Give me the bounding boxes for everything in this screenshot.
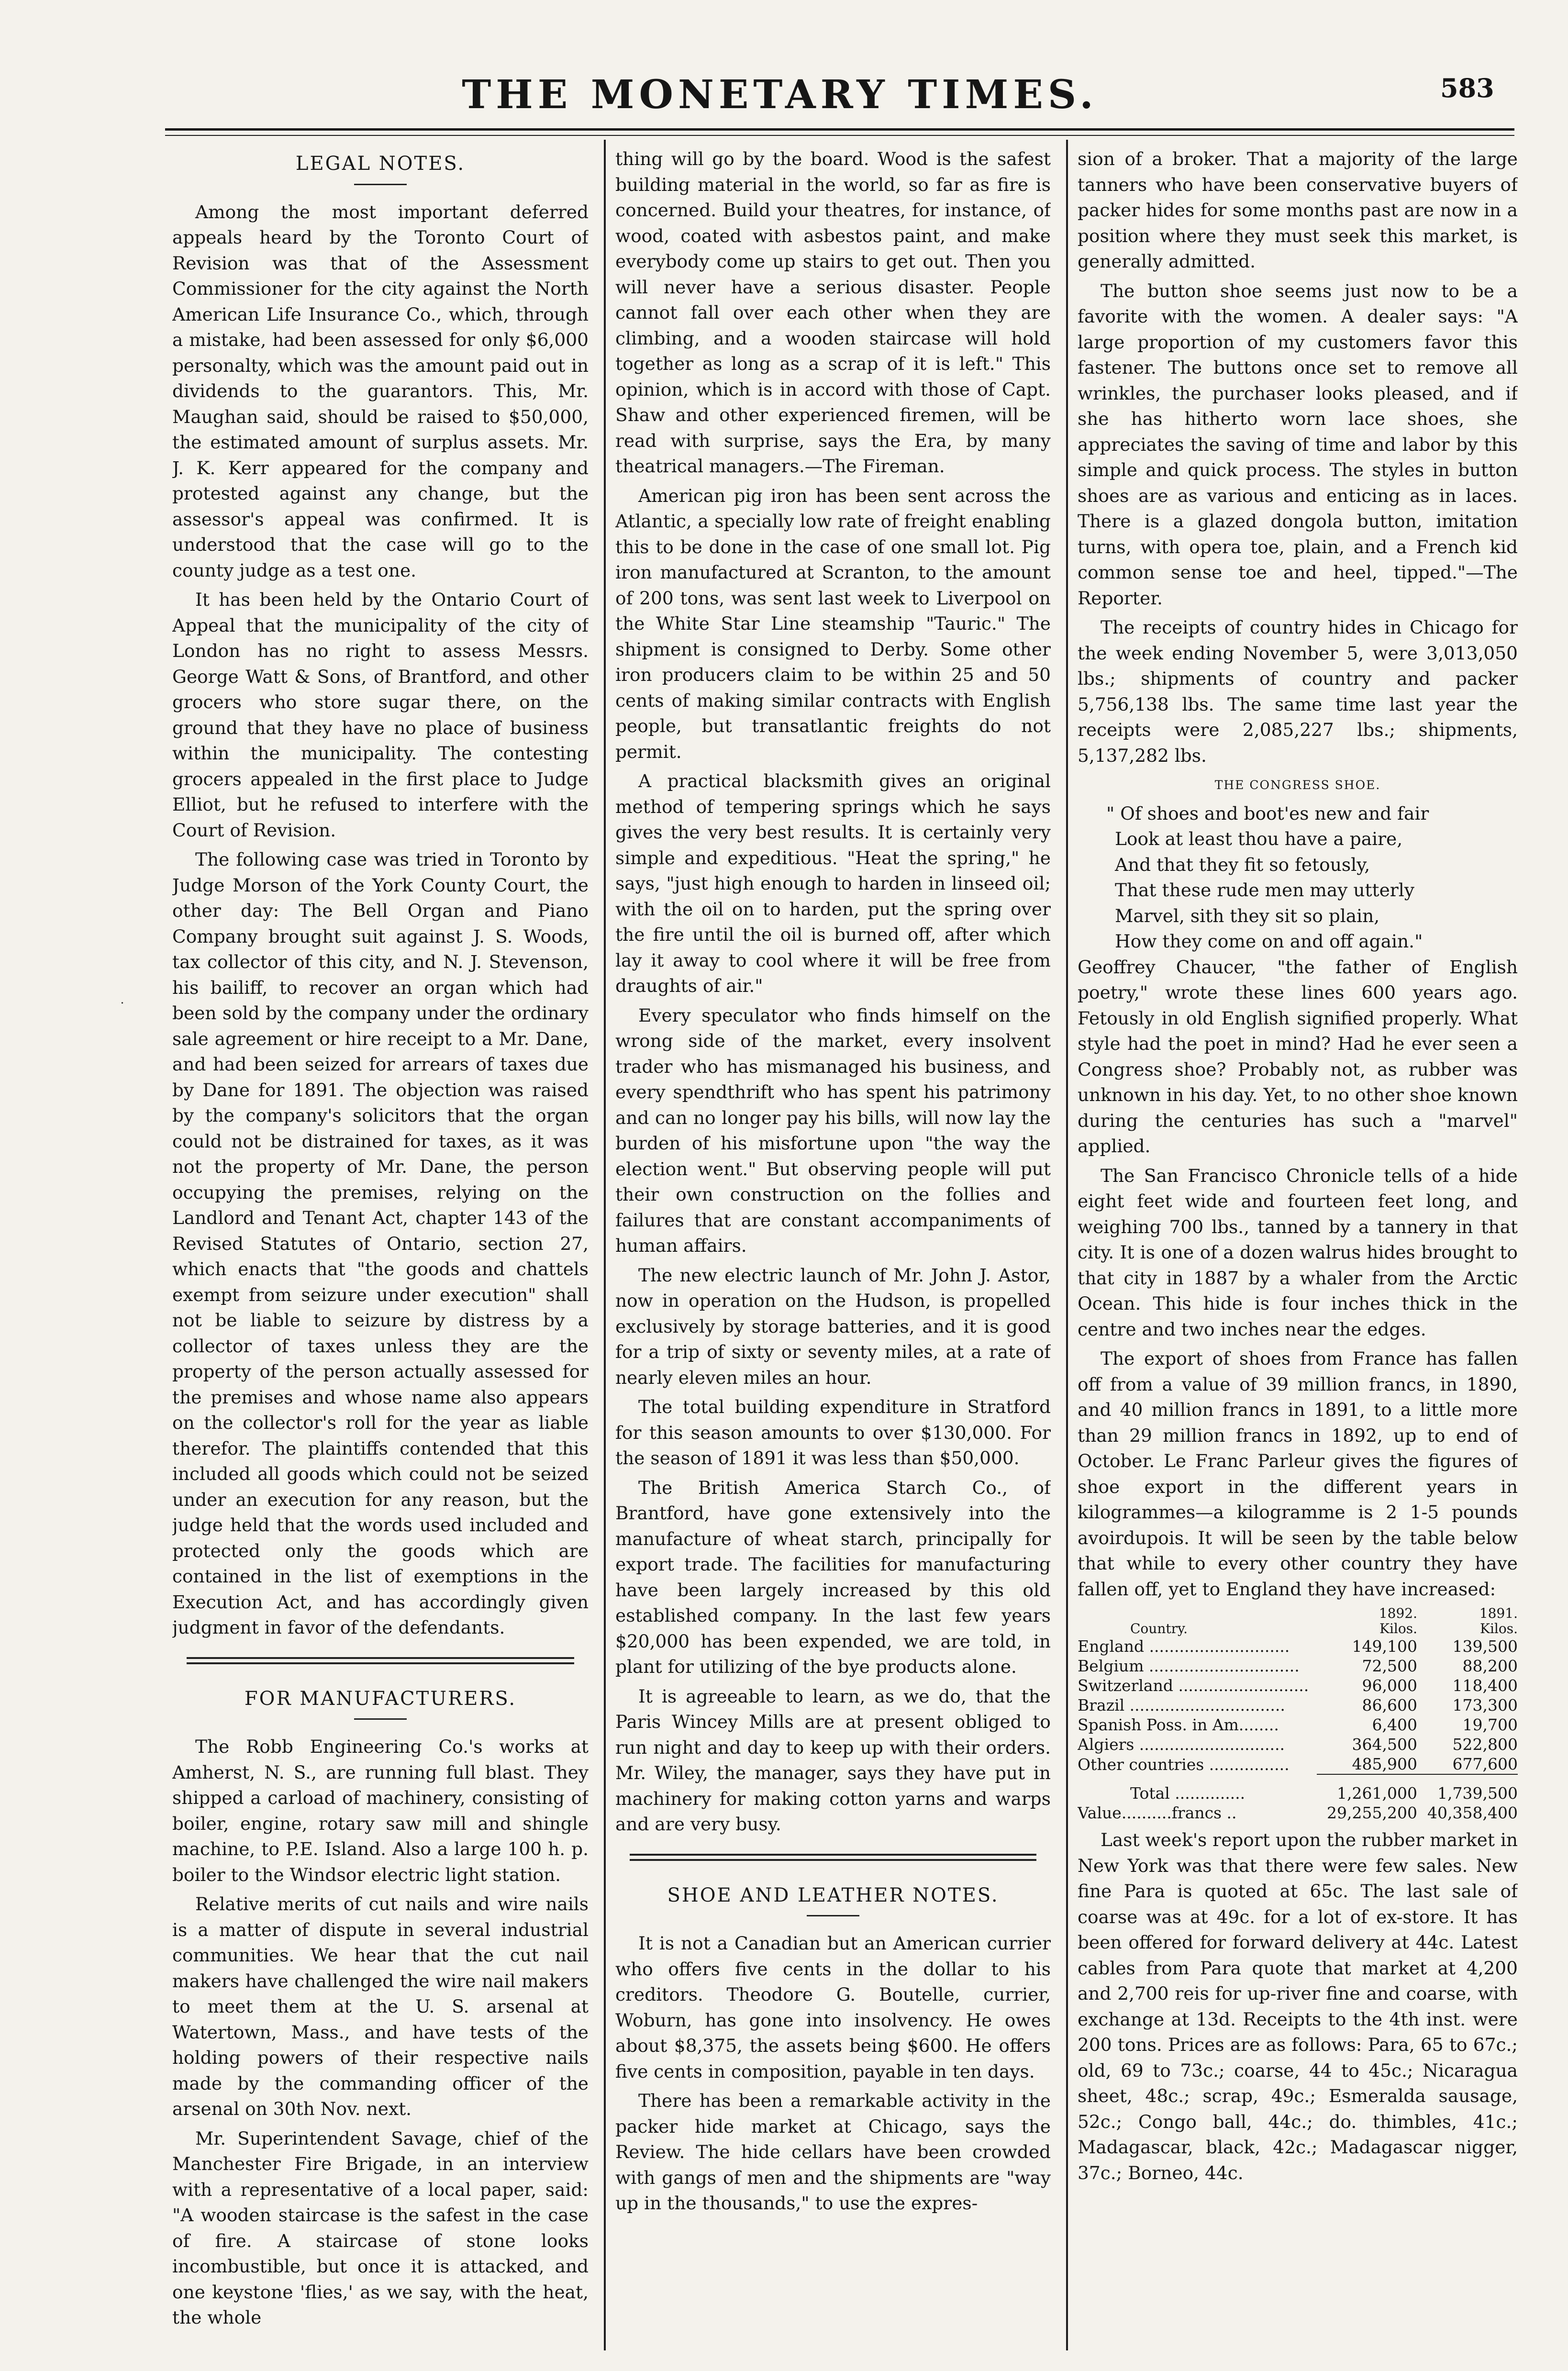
article-paragraph: Among the most important deferred appeals heard by the Toronto Court of Revision was that of the Assessment Commissioner for the city against the North American Life Insurance Co., which, through a mistake, had been assessed for only $6,000 personalty, which was the amount paid out in dividends to the guarantors. This, Mr. Maughan said, should be raised to $50,000, the estimated amount of surplus assets. Mr. J. K. Kerr appeared for the company and protested against any change, but the assessor's appeal was confirmed. It is understood that the case will go to the county judge as a test one. — [172, 201, 589, 581]
table-year-1891: 1891. — [1479, 1605, 1518, 1621]
section-divider — [187, 1657, 574, 1664]
article-paragraph: The total building expenditure in Stratford for this season amounts to over $130,000. For the season of 1891 it was less than $50,000. — [615, 1396, 1051, 1469]
table-row — [1078, 1754, 1518, 1774]
article-paragraph: Every speculator who finds himself on the wrong side of the market, every insolvent trader who has mismanaged his business, and every spendthrift who has spent his patrimony and can no longer pay his bills, will now lay the burden of his misfortune upon "the way the election went." But observing people will put their own construction on the follies and failures that are constant accompaniments of human affairs. — [615, 1004, 1051, 1256]
article-paragraph: thing will go by the board. Wood is the safest building material in the world, so far as fire is concerned. Build your theatres, for instance, of wood, coated with asbestos paint, and make everybody come up stairs to get out. Then you will never have a serious disaster. People cannot fall over each other when they are climbing, and a wooden staircase will hold together as long as a scrap of it is left." This opinion, which is in accord with those of Capt. Shaw and other experienced firemen, will be read with surprise, says the Era, by many theatrical managers.—The Fireman. — [615, 148, 1051, 477]
article-paragraph: It has been held by the Ontario Court of Appeal that the municipality of the city of London has no right to assess Messrs. George Watt & Sons, of Brantford, and other grocers who store sugar there, on the ground that they have no place of business within the municipality. The contesting grocers appealed in the first place to Judge Elliot, but he refused to interfere with the Court of Revision. — [172, 589, 589, 841]
table-unit: Kilos. — [1480, 1621, 1518, 1636]
table-cell: 72,500 — [1362, 1657, 1417, 1675]
poem — [1106, 801, 1518, 955]
table-country: Spanish Poss. in Am........ — [1078, 1715, 1279, 1734]
poem-line: That these rude men may utterly — [1115, 879, 1414, 901]
table-value-label: Value..........francs .. — [1078, 1803, 1237, 1822]
column-2 — [615, 146, 1051, 2357]
heading-rule — [807, 1915, 859, 1916]
table-value-1891: 40,358,400 — [1427, 1803, 1518, 1822]
table-total-label: Total .............. — [1130, 1783, 1246, 1803]
table-cell: 6,400 — [1372, 1715, 1417, 1734]
table-cell: 96,000 — [1362, 1676, 1417, 1695]
table-country: Other countries ................ — [1078, 1755, 1290, 1774]
legal-notes-heading: LEGAL NOTES. — [295, 153, 466, 175]
table-row — [1078, 1676, 1518, 1695]
article-paragraph: The receipts of country hides in Chicago for the week ending November 5, were 3,013,050 lbs.; shipments of country and packer 5,756,138 lbs. The same time last year the receipts were 2,085,227 lbs.; shipments, 5,137,282 lbs. — [1078, 617, 1518, 766]
table-total-1891: 1,739,500 — [1417, 1774, 1518, 1803]
table-cell: 19,700 — [1462, 1715, 1518, 1734]
margin-mark: ˙ — [119, 1000, 126, 1017]
poem-line: How they come on and off again." — [1115, 931, 1423, 952]
column-divider-left — [604, 140, 606, 2350]
table-country-header: Country. — [1130, 1621, 1188, 1636]
table-total-1892: 1,261,000 — [1317, 1774, 1417, 1803]
table-country: Algiers ............................. — [1078, 1735, 1285, 1754]
table-row — [1078, 1715, 1518, 1735]
table-row — [1078, 1636, 1518, 1656]
table-cell: 149,100 — [1352, 1637, 1417, 1656]
article-paragraph: The following case was tried in Toronto by Judge Morson of the York County Court, the other day: The Bell Organ and Piano Company brought suit against J. S. Woods, tax collector of this city, and N. J. Stevenson, his bailiff, to recover an organ which had been sold by the company under the ordinary sale agreement or hire receipt to a Mr. Dane, and had been seized for arrears of taxes due by Dane for 1891. The objection was raised by the company's solicitors that the organ could not be distrained for taxes, as it was not the property of Mr. Dane, the person occupying the premises, relying on the Landlord and Tenant Act, chapter 143 of the Revised Statutes of Ontario, section 27, which enacts that "the goods and chattels exempt from seizure under execution" shall not be liable to seizure by distress by a collector of taxes unless they are the property of the person actually assessed for the premises and whose name also appears on the collector's roll for the year as liable therefor. The plaintiffs contended that this included all goods which could not be seized under an execution for any reason, but the judge held that the words used included and protected only the goods which are contained in the list of exemptions in the Execution Act, and has accordingly given judgment in favor of the defendants. — [172, 849, 589, 1638]
article-paragraph: Relative merits of cut nails and wire nails is a matter of dispute in several industrial communities. We hear that the cut nail makers have challenged the wire nail makers to meet them at the U. S. arsenal at Watertown, Mass., and have tests of the holding powers of their respective nails made by the commanding officer of the arsenal on 30th Nov. next. — [172, 1893, 589, 2119]
poem-line: " Of shoes and boot'es new and fair — [1106, 802, 1429, 824]
article-paragraph: Last week's report upon the rubber market in New York was that there were few sales. New fine Para is quoted at 65c. The last sale of coarse was at 49c. for a lot of ex-store. It has been offered for forward delivery at 44c. Latest cables from Para quote that market at 4,200 and 2,700 reis for up-river fine and coarse, with exchange at 13d. Receipts to the 4th inst. were 200 tons. Prices are as follows: Para, 65 to 67c.; old, 69 to 73c.; coarse, 44 to 45c.; Nicaragua sheet, 48c.; scrap, 49c.; Esmeralda sausage, 52c.; Congo ball, 44c.; do. thimbles, 41c.; Madagascar, black, 42c.; Madagascar nigger, 37c.; Borneo, 44c. — [1078, 1829, 1518, 2183]
table-cell: 364,500 — [1352, 1735, 1417, 1754]
article-paragraph: American pig iron has been sent across the Atlantic, a specially low rate of freight enabling this to be done in the case of one small lot. Pig iron manufactured at Scranton, to the amount of 200 tons, was sent last week to Liverpool on the White Star Line steamship "Tauric." The shipment is consigned to Derby. Some other iron producers claim to be within 25 and 50 cents of making similar contracts with English people, but transatlantic freights do not permit. — [615, 485, 1051, 762]
article-paragraph: Mr. Superintendent Savage, chief of the Manchester Fire Brigade, in an interview with a representative of a local paper, said: "A wooden staircase is the safest in the case of fire. A staircase of stone looks incombustible, but once it is attacked, and one keystone 'flies,' as we say, with the heat, the whole — [172, 2127, 589, 2328]
for-manufacturers-heading: FOR MANUFACTURERS. — [244, 1687, 517, 1710]
table-cell: 139,500 — [1452, 1637, 1518, 1656]
table-cell: 173,300 — [1452, 1696, 1518, 1714]
table-value-row — [1078, 1803, 1518, 1823]
article-paragraph: The British America Starch Co., of Brantford, have gone extensively into the manufacture of wheat starch, principally for export trade. The facilities for manufacturing have been largely increased by this old established company. In the last few years $20,000 has been expended, we are told, in plant for utilizing of the bye products alone. — [615, 1477, 1051, 1677]
table-cell: 118,400 — [1452, 1676, 1518, 1695]
article-paragraph: There has been a remarkable activity in the packer hide market at Chicago, says the Review. The hide cellars have been crowded with gangs of men and the shipments are "way up in the thousands," to use the expres- — [615, 2090, 1051, 2214]
table-total-row — [1078, 1774, 1518, 1803]
section-divider — [630, 1854, 1036, 1861]
column-3 — [1078, 146, 1518, 2357]
table-row — [1078, 1735, 1518, 1754]
poem-line: Marvel, sith they sit so plain, — [1115, 905, 1380, 926]
table-row — [1078, 1695, 1518, 1715]
masthead-title: THE MONETARY TIMES. — [462, 72, 1098, 118]
article-paragraph: The Robb Engineering Co.'s works at Amherst, N. S., are running full blast. They shipped a carload of machinery, consisting of boiler, engine, rotary saw mill and shingle machine, to P.E. Island. Also a large 100 h. p. boiler to the Windsor electric light station. — [172, 1736, 589, 1885]
table-cell: 86,600 — [1362, 1696, 1417, 1714]
table-country: England ............................ — [1078, 1637, 1290, 1656]
poem-line: Look at least thou have a paire, — [1115, 828, 1403, 849]
heading-rule — [354, 184, 407, 185]
table-header-row — [1078, 1606, 1518, 1621]
poem-line: And that they fit so fetously, — [1115, 854, 1370, 875]
table-value-1892: 29,255,200 — [1327, 1803, 1417, 1822]
masthead-rule-thin — [165, 135, 1514, 136]
article-paragraph: Geoffrey Chaucer, "the father of English poetry," wrote these lines 600 years ago. Fetously in old English signified properly. What style had the poet in mind? Had he ever seen a Congress shoe? Probably not, as rubber was unknown in his day. Yet, to no other shoe known during the centuries has such a "marvel" applied. — [1078, 956, 1518, 1157]
article-paragraph: The export of shoes from France has fallen off from a value of 39 million francs, in 1890, and 40 million francs in 1891, to a little more than 29 million francs in 1892, up to end of October. Le Franc Parleur gives the figures of shoe export in the different years in kilogrammes—a kilogramme is 2 1-5 pounds avoirdupois. It will be seen by the table below that while to every other country they have fallen off, yet to England they have increased: — [1078, 1348, 1518, 1600]
column-divider-right — [1066, 140, 1068, 2350]
column-1 — [172, 146, 589, 2357]
article-paragraph: It is not a Canadian but an American currier who offers five cents in the dollar to his creditors. Theodore G. Boutelle, currier, Woburn, has gone into insolvency. He owes about $8,375, the assets being $600. He offers five cents in composition, payable in ten days. — [615, 1933, 1051, 2082]
article-paragraph: sion of a broker. That a majority of the large tanners who have been conservative buyers of packer hides for some months past are now in a position where they must seek this market, is generally admitted. — [1078, 148, 1518, 272]
shoe-export-table — [1078, 1606, 1518, 1823]
table-cell: 522,800 — [1452, 1735, 1518, 1754]
heading-rule — [354, 1718, 407, 1720]
shoe-leather-heading: SHOE AND LEATHER NOTES. — [667, 1884, 999, 1906]
masthead-rule-thick — [165, 128, 1514, 131]
table-country: Switzerland .......................... — [1078, 1676, 1309, 1695]
table-row — [1078, 1656, 1518, 1676]
table-cell: 88,200 — [1462, 1657, 1518, 1675]
table-unit: Kilos. — [1379, 1621, 1417, 1636]
page-number: 583 — [1440, 73, 1494, 103]
table-country: Brazil ............................... — [1078, 1696, 1285, 1714]
poem-title: THE CONGRESS SHOE. — [1214, 778, 1381, 792]
table-year-1892: 1892. — [1379, 1605, 1417, 1621]
table-subheader-row — [1078, 1621, 1518, 1636]
article-paragraph: A practical blacksmith gives an original method of tempering springs which he says gives the very best results. It is certainly very simple and expeditious. "Heat the spring," he says, "just high enough to harden in linseed oil; with the oil on to harden, put the spring over the fire until the oil is burned off, after which lay it away to cool where it will be free from draughts of air." — [615, 770, 1051, 996]
article-paragraph: It is agreeable to learn, as we do, that the Paris Wincey Mills are at present obliged to run night and day to keep up with their orders. Mr. Wiley, the manager, says they have put in machinery for making cotton yarns and warps and are very busy. — [615, 1685, 1051, 1835]
table-cell: 677,600 — [1452, 1755, 1518, 1773]
table-cell: 485,900 — [1352, 1755, 1417, 1773]
article-paragraph: The new electric launch of Mr. John J. Astor, now in operation on the Hudson, is propelled exclusively by storage batteries, and it is good for a trip of sixty or seventy miles, at a rate of nearly eleven miles an hour. — [615, 1264, 1051, 1388]
article-paragraph: The San Francisco Chronicle tells of a hide eight feet wide and fourteen feet long, and weighing 700 lbs., tanned by a tannery in that city. It is one of a dozen walrus hides brought to that city in 1887 by a whaler from the Arctic Ocean. This hide is four inches thick in the centre and two inches near the edges. — [1078, 1165, 1518, 1340]
table-country: Belgium .............................. — [1078, 1657, 1300, 1675]
article-paragraph: The button shoe seems just now to be a favorite with the women. A dealer says: "A large proportion of my customers favor this fastener. The buttons once set to remove all wrinkles, the purchaser looks pleased, and if she has hitherto worn lace shoes, she appreciates the saving of time and labor by this simple and quick process. The styles in button shoes are as various and enticing as in laces. There is a glazed dongola button, imitation turns, with opera toe, plain, and a French kid common sense toe and heel, tipped."—The Reporter. — [1078, 280, 1518, 609]
